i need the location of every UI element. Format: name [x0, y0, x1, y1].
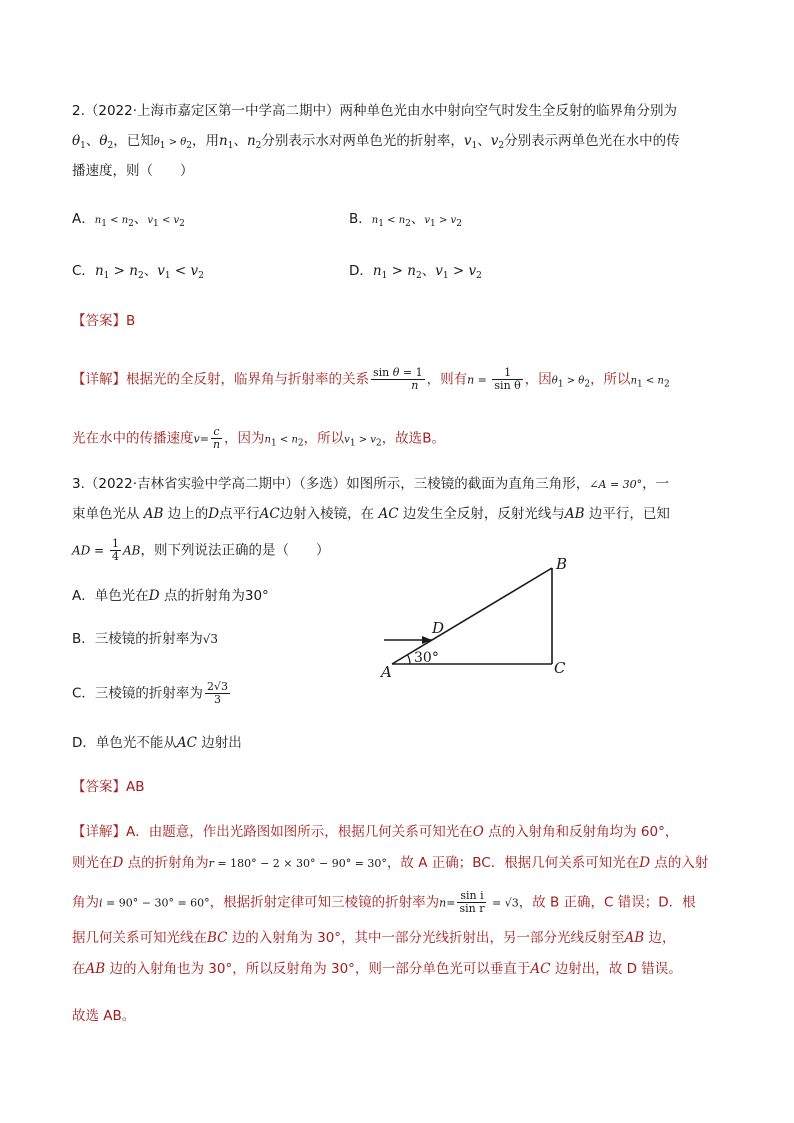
q2-detail-line-2: 光在水中的传播速度v= $\frac{c}{n}$ ，因为$n_1 < n_2$，所以$v_1 > v_2$，故选B。 — [72, 425, 445, 451]
q2-detail-line-1: 【详解】根据光的全反射，临界角与折射率的关系 $\frac{\text{sin θ = 1}}{n}$ ，则有n = $\frac{1}{\text{sin θ}}$ ，因$\theta_1 > \theta_2$，所以$n_1 < n_2$ — [72, 366, 670, 392]
q3-detail-line-1: 【详解】A．由题意，作出光路图如图所示，根据几何关系可知光在O 点的入射角和反射角均为 60°， — [72, 824, 679, 840]
prism-figure — [376, 554, 576, 682]
q3-detail-line-5: 在AB 边的入射角也为 30°，所以反射角为 30°，则一部分单色光可以垂直于AC 边射出，故 D 错误。 — [72, 961, 682, 977]
vertex-label-c: C — [554, 659, 566, 677]
q3-option-a: A．单色光在D 点的折射角为30° — [72, 588, 269, 604]
q3-stem-line-3: AD = $\frac{1}{4}$ AB，则下列说法正确的是（ ） — [72, 537, 330, 563]
snell-fraction: $\frac{\text{sin i}}{\text{sin r}}$ — [459, 889, 485, 915]
q3-option-d: D．单色光不能从AC 边射出 — [72, 735, 242, 751]
vertex-label-b: B — [556, 555, 568, 573]
q3-detail-line-4: 据几何关系可知光线在BC 边的入射角为 30°，其中一部分光线折射出，另一部分光线反射至AB 边， — [72, 930, 676, 946]
q3-stem-line-2: 束单色光从 AB 边上的D点平行AC边射入棱镜，在 AC 边发生全反射，反射光线与AB 边平行，已知 — [72, 506, 670, 522]
q2-answer: 【答案】B — [72, 313, 136, 329]
q2-stem-line-3: 播速度，则（ ） — [72, 163, 194, 179]
angle-arc — [407, 655, 410, 664]
prism-diagram — [376, 554, 576, 682]
q2-option-d: D．$n_1 > n_2$、$v_1 > v_2$ — [349, 263, 482, 281]
n-formula: $\frac{1}{\text{sin θ}}$ — [494, 366, 521, 392]
vertex-label-a: A — [381, 663, 392, 681]
sin-theta-formula: $\frac{\text{sin θ = 1}}{n}$ — [373, 366, 423, 392]
q3-answer: 【答案】AB — [72, 779, 145, 795]
q2-stem-line-2: $\theta_1$、$\theta_2$，已知$\theta_1 > \theta_2$，用$n_1$、$n_2$分别表示水对两单色光的折射率，$v_1$、$v_2$分别表示两单色光在水中的传 — [72, 133, 680, 151]
quarter-fraction: $\frac{1}{4}$ — [111, 537, 119, 563]
q2-option-a: A．$n_1 < n_2$、$v_1 < v_2$ — [72, 211, 185, 229]
point-label-d: D — [432, 619, 445, 637]
q3-stem-line-1: 3.（2022·吉林省实验中学高二期中）（多选）如图所示，三棱镜的截面为直角三角形，∠A = 30°，一 — [72, 476, 670, 492]
angle-label-30: 30° — [414, 650, 439, 666]
q3-final-answer: 故选 AB。 — [72, 1008, 136, 1024]
q3-detail-line-3: 角为i = 90° − 30° = 60°，根据折射定律可知三棱镜的折射率为n= $\frac{\text{sin i}}{\text{sin r}}$ = √3，故 B 正确，C 错误；D．根 — [72, 889, 696, 915]
v-formula: $\frac{c}{n}$ — [212, 425, 221, 451]
q2-option-b: B．$n_1 < n_2$、$v_1 > v_2$ — [349, 211, 462, 229]
q2-option-c: C．$n_1 > n_2$、$v_1 < v_2$ — [72, 263, 204, 281]
q3-option-c: C．三棱镜的折射率为 $\frac{2√3}{3}$ — [72, 680, 228, 706]
q2-stem-line-1: 2.（2022·上海市嘉定区第一中学高二期中）两种单色光由水中射向空气时发生全反射的临界角分别为 — [72, 103, 678, 119]
two-root3-over-3: $\frac{2√3}{3}$ — [206, 680, 228, 706]
q3-detail-line-2: 则光在D 点的折射角为r = 180° − 2 × 30° − 90° = 30°，故 A 正确；BC．根据几何关系可知光在D 点的入射 — [72, 855, 709, 871]
q3-option-b: B．三棱镜的折射率为√3 — [72, 631, 219, 647]
